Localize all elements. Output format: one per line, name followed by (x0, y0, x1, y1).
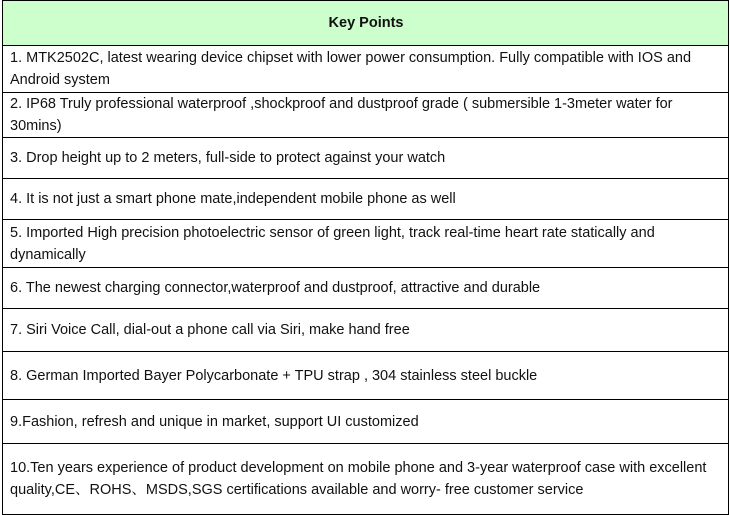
table-row (3, 93, 729, 138)
key-point-5: 5. Imported High precision photoelectric sensor of green light, track real-time heart rate statically and dynamically (3, 220, 729, 268)
table-row (3, 400, 729, 444)
table-row (3, 220, 729, 268)
key-point-10: 10.Ten years experience of product development on mobile phone and 3-year waterproof case with excellent quality,CE、ROHS、MSDS,SGS certifications available and worry- free customer service (3, 444, 729, 515)
table-row (3, 352, 729, 400)
key-point-2: 2. IP68 Truly professional waterproof ,shockproof and dustproof grade ( submersible 1-3meter water for 30mins) (3, 93, 729, 138)
key-point-9: 9.Fashion, refresh and unique in market, support UI customized (3, 400, 729, 444)
table-row (3, 46, 729, 93)
table-row (3, 444, 729, 515)
table-row (3, 179, 729, 220)
key-points-table (2, 0, 729, 515)
key-point-3: 3. Drop height up to 2 meters, full-side to protect against your watch (3, 138, 729, 179)
key-point-1: 1. MTK2502C, latest wearing device chipset with lower power consumption. Fully compatible with IOS and Android system (3, 46, 729, 93)
key-point-8: 8. German Imported Bayer Polycarbonate + TPU strap , 304 stainless steel buckle (3, 352, 729, 400)
key-point-6: 6. The newest charging connector,waterproof and dustproof, attractive and durable (3, 268, 729, 309)
table-row (3, 268, 729, 309)
key-point-7: 7. Siri Voice Call, dial-out a phone call via Siri, make hand free (3, 309, 729, 352)
key-point-4: 4. It is not just a smart phone mate,independent mobile phone as well (3, 179, 729, 220)
table-header-row (3, 1, 729, 46)
table-row (3, 138, 729, 179)
table-title: Key Points (3, 1, 729, 46)
table-row (3, 309, 729, 352)
